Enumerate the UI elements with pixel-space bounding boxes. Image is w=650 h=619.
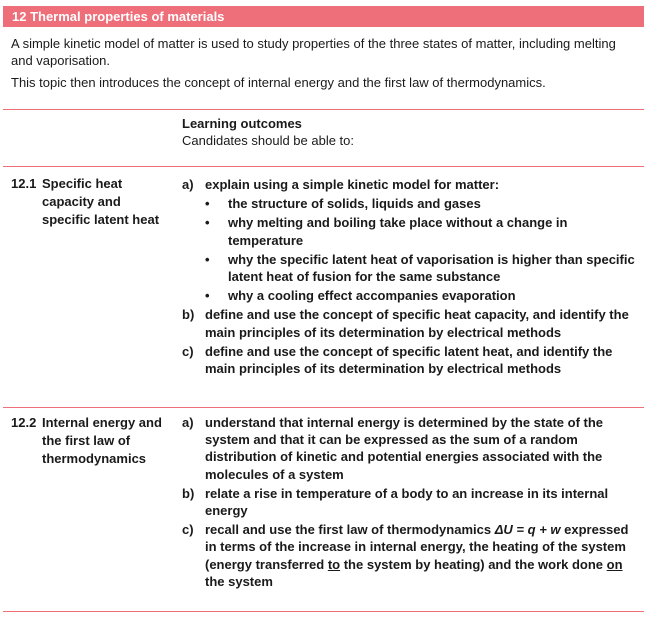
divider [3,109,644,110]
bullet-text: why melting and boiling take place without a change in temperature [228,215,568,248]
divider [3,407,644,408]
outcome-item [182,343,637,377]
bullet-text: why the specific latent heat of vaporisation is higher than specific latent heat of fusion for the same substance [228,251,635,285]
outcome-text: explain using a simple kinetic model for matter: [205,177,500,192]
outcome-bullet [182,214,637,248]
underlined-on: on [606,556,623,572]
learning-outcomes-heading [182,115,354,149]
outcome-bullet [182,195,637,212]
outcome-letter: b) [182,485,195,501]
section-number: 12.2 [11,415,37,430]
outcome-letter: a) [182,415,194,430]
divider [3,611,644,612]
outcome-text: define and use the concept of specific latent heat, and identify the main principles of its determination by electrical methods [205,343,613,377]
outcome-item [182,176,637,193]
bullet-icon: • [205,196,210,212]
outcome-item [182,414,637,483]
bullet-icon: • [205,251,210,267]
outcome-letter: c) [182,522,194,538]
outcome-text: recall and use the first law of thermodynamics ΔU = q + w expressed in terms of the increase in internal energy, the heating of the system (energy transferred to the system by heating) and the work done on the system [205,522,629,589]
section-header: 12 Thermal properties of materials [3,6,644,27]
intro-text [11,35,631,96]
bullet-text: the structure of solids, liquids and gases [228,196,481,212]
outcome-text: understand that internal energy is determined by the state of the system and that it can be expressed as the sum of a random distribution of kinetic and potential energies associated with the molecules of a system [205,415,604,482]
outcome-bullet [182,287,637,304]
outcome-letter: c) [182,343,194,359]
bullet-icon: • [205,215,210,231]
divider [3,166,644,167]
section-12-2-outcomes [182,414,637,592]
section-name: Specific heat capacity and specific latent heat [42,176,160,227]
outcome-letter: a) [182,177,194,192]
outcome-letter: b) [182,307,195,323]
learning-outcomes-subtitle: Candidates should be able to: [182,133,355,148]
section-12-1-outcomes [182,176,637,379]
outcome-text: define and use the concept of specific heat capacity, and identify the main principles of its determination by electrical methods [205,307,629,340]
outcome-text: relate a rise in temperature of a body to an increase in its internal energy [205,485,609,519]
section-name: Internal energy and the first law of thermodynamics [42,415,162,466]
learning-outcomes-title: Learning outcomes [182,116,302,131]
intro-paragraph: A simple kinetic model of matter is used to study properties of the three states of matter, including melting and vaporisation. [11,36,616,68]
intro-paragraph: This topic then introduces the concept of internal energy and the first law of thermodynamics. [11,75,546,90]
first-law-equation: ΔU = q + w [494,522,561,538]
section-number: 12.1 [11,176,37,191]
underlined-to: to [327,556,341,572]
outcome-item [182,485,637,519]
bullet-icon: • [205,288,210,304]
outcome-bullet [182,251,637,285]
bullet-text: why a cooling effect accompanies evaporation [228,288,516,304]
outcome-item [182,306,637,340]
outcome-item [182,521,637,590]
